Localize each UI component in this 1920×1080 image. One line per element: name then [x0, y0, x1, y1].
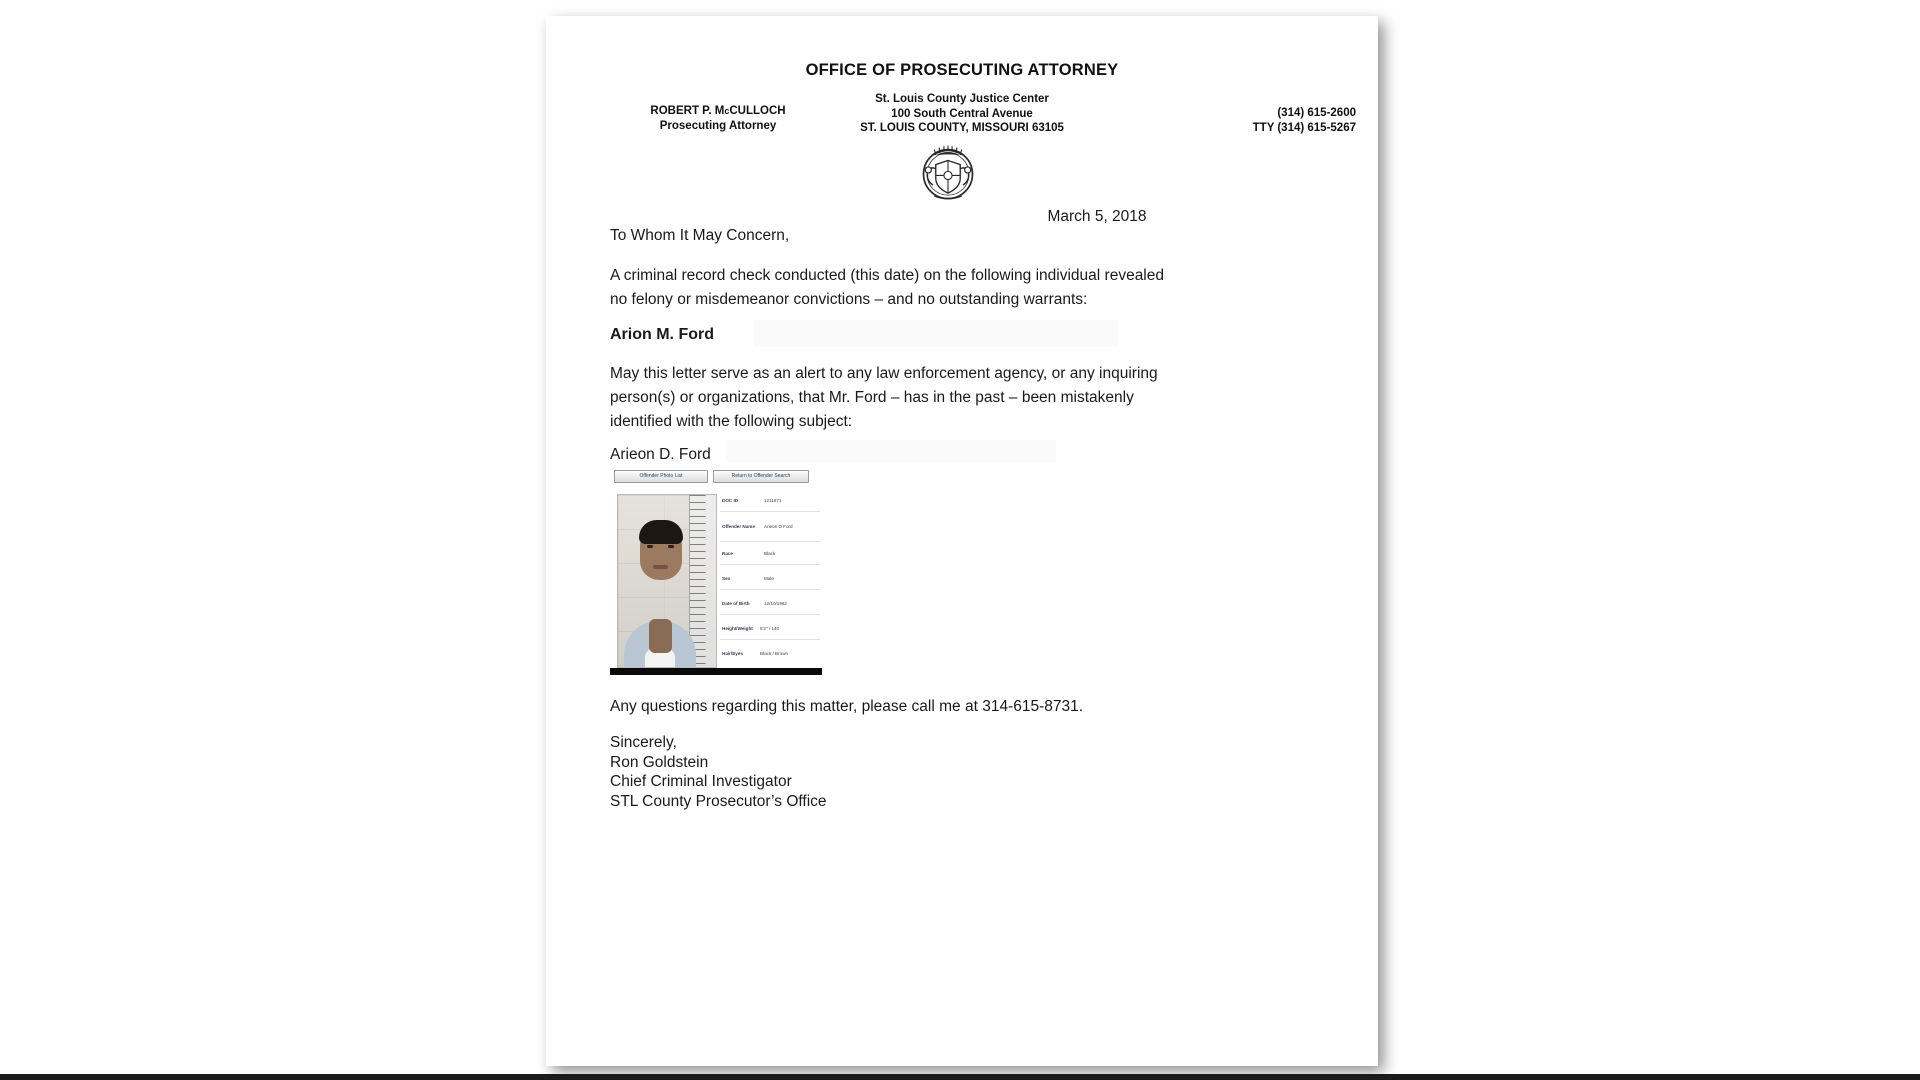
offender-mugshot-photo — [617, 494, 717, 668]
field-divider — [720, 589, 820, 590]
field-divider — [720, 639, 820, 640]
field-divider — [720, 541, 820, 542]
field-divider — [720, 614, 820, 615]
mugshot-mouth — [653, 565, 668, 569]
signature-name: Ron Goldstein — [610, 753, 709, 771]
letterhead-contact-block — [1106, 106, 1366, 135]
field-value: Black — [764, 551, 776, 556]
field-value: Male — [764, 576, 774, 581]
attorney-name-smallcap: c — [724, 106, 730, 116]
mugshot-left-eye — [647, 545, 653, 548]
letter-paragraph-1: A criminal record check conducted (this date) on the following individual revealed no felony or misdemeanor convictions – and no outstanding warrants: — [610, 267, 1164, 308]
signature-organization: STL County Prosecutor’s Office — [610, 792, 827, 810]
field-value: 1211671 — [764, 498, 782, 503]
redaction-block-subject — [754, 320, 1118, 347]
field-label: Hair/Eyes — [722, 651, 743, 656]
document-page — [546, 16, 1378, 1066]
attorney-name-suffix: CULLOCH — [729, 105, 786, 117]
address-line-3: ST. LOUIS COUNTY, MISSOURI 63105 — [860, 122, 1064, 134]
signature-sincerely: Sincerely, — [610, 734, 677, 751]
missouri-state-seal-icon — [914, 136, 982, 204]
address-line-2: 100 South Central Avenue — [891, 107, 1033, 120]
contact-phone: (314) 615-2600 — [1277, 107, 1356, 119]
redaction-block-alias — [726, 440, 1056, 462]
offender-record-screenshot — [610, 463, 822, 678]
offender-field-row — [720, 651, 820, 667]
subject-name: Arion M. Ford — [610, 326, 714, 343]
letter-date: March 5, 2018 — [1047, 208, 1147, 225]
field-divider — [720, 564, 820, 565]
mugshot-neck — [649, 619, 672, 653]
field-label: Sex — [722, 576, 731, 581]
offender-photo-list-button[interactable]: Offender Photo List — [614, 470, 708, 483]
attorney-role: Prosecuting Attorney — [659, 120, 777, 132]
screen-bottom-strip — [0, 1074, 1920, 1080]
field-value: 5'2" / 140 — [760, 626, 780, 631]
field-label: Height/Weight — [722, 626, 753, 631]
black-redaction-bar — [610, 668, 822, 675]
signature-block — [610, 733, 827, 811]
mugshot-hair — [639, 520, 683, 544]
field-value: 12/10/1962 — [764, 601, 787, 606]
field-label: Date of Birth — [722, 601, 750, 606]
field-label: Race — [722, 551, 733, 556]
signature-title: Chief Criminal Investigator — [610, 773, 792, 790]
offender-field-row — [720, 524, 820, 540]
field-divider — [720, 511, 820, 512]
field-label: DOC ID — [722, 498, 739, 503]
letter-salutation: To Whom It May Concern, — [610, 227, 790, 244]
letterhead-title: OFFICE OF PROSECUTING ATTORNEY — [805, 61, 1119, 79]
return-to-offender-search-button[interactable]: Return to Offender Search — [713, 470, 809, 483]
address-line-1: St. Louis County Justice Center — [875, 93, 1049, 105]
corner-marker-icon: · — [809, 469, 811, 475]
field-label: Offender Name — [722, 524, 755, 529]
contact-tty: TTY (314) 615-5267 — [1252, 121, 1356, 134]
alias-name: Arieon D. Ford — [610, 446, 711, 463]
offender-detail-fields — [720, 494, 820, 666]
field-value: Black / Brown — [760, 651, 789, 656]
letter-closing-question: Any questions regarding this matter, please call me at 314-615-8731. — [610, 698, 1084, 715]
field-value: Arieon D Ford — [764, 524, 793, 529]
attorney-name-prefix: ROBERT P. M — [650, 105, 725, 117]
letter-paragraph-2: May this letter serve as an alert to any law enforcement agency, or any inquiring person(s) or organizations, that Mr. Ford – has in the past – been mistakenly identified with the following subject: — [610, 365, 1158, 430]
mugshot-right-eye — [668, 545, 674, 548]
